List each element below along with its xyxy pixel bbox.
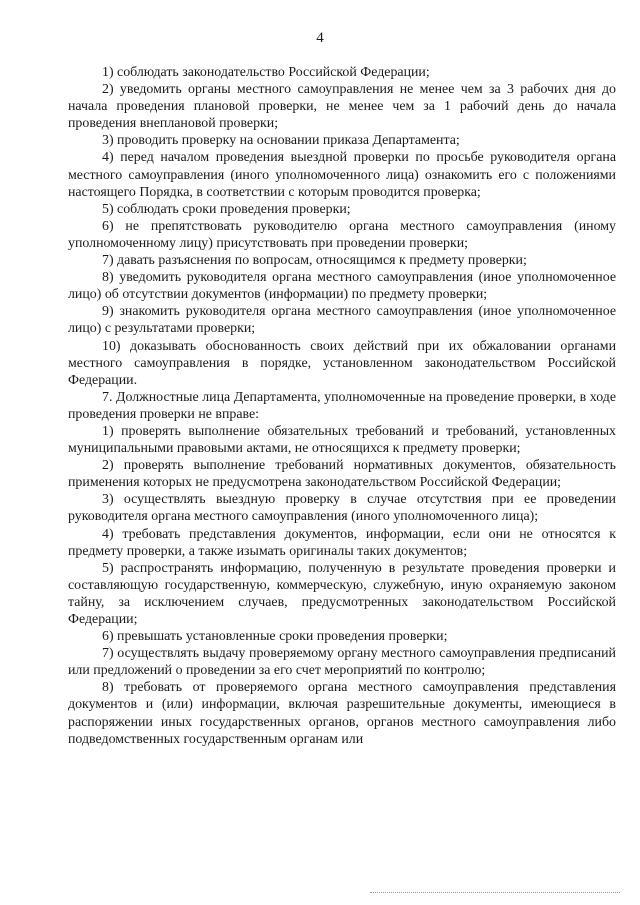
page-number: 4: [316, 30, 324, 46]
paragraph: 10) доказывать обоснованность своих действий при их обжаловании органами местного самоуправления в порядке, установленном законодательством Российской Федерации.: [68, 338, 616, 388]
paragraph: 1) соблюдать законодательство Российской Федерации;: [102, 65, 430, 80]
paragraph: 8) требовать от проверяемого органа местного самоуправления представления документов и (или) информации, включая разрешительные документы, имеющиеся в распоряжении иных государственных органов, органов местного самоуправления либо подведомственных государственным органам или: [68, 680, 616, 747]
paragraph: 4) перед началом проведения выездной проверки по просьбе руководителя органа местного самоуправления (иного уполномоченного лица) ознакомить его с положениями настоящего Порядка, в соответствии с которым проводится проверка;: [68, 150, 616, 200]
section-heading: 7. Должностные лица Департамента, уполномоченные на проведение проверки, в ходе проведения проверки не вправе:: [68, 389, 616, 422]
paragraph: 7) осуществлять выдачу проверяемому органу местного самоуправления предписаний или предложений о проведении за его счет мероприятий по контролю;: [68, 646, 616, 679]
paragraph: 5) соблюдать сроки проведения проверки;: [102, 201, 351, 217]
paragraph: 8) уведомить руководителя органа местного самоуправления (иное уполномоченное лицо) об отсутствии документов (информации) по предмету проверки;: [68, 270, 616, 303]
paragraph: 9) знакомить руководителя органа местного самоуправления (иное уполномоченное лицо) с результатами проверки;: [68, 304, 616, 337]
paragraph: 3) проводить проверку на основании приказа Департамента;: [102, 133, 460, 149]
paragraph: 6) не препятствовать руководителю органа местного самоуправления (иному уполномоченному лицу) присутствовать при проведении проверки;: [68, 218, 616, 251]
paragraph: 7) давать разъяснения по вопросам, относящимся к предмету проверки;: [102, 253, 527, 269]
paragraph: 2) проверять выполнение требований нормативных документов, обязательность применения которых не предусмотрена законодательством Российской Федерации;: [68, 458, 616, 491]
paragraph: 2) уведомить органы местного самоуправления не менее чем за 3 рабочих дня до начала проведения плановой проверки, не менее чем за 1 рабочий день до начала проведения внеплановой проверки;: [68, 82, 616, 132]
paragraph: 4) требовать представления документов, информации, если они не относятся к предмету проверки, а также изымать оригиналы таких документов;: [68, 526, 616, 559]
document-body: [68, 64, 616, 748]
paragraph: 3) осуществлять выездную проверку в случае отсутствия при ее проведении руководителя органа местного самоуправления (иного уполномоченного лица);: [68, 492, 616, 525]
paragraph: 6) превышать установленные сроки проведения проверки;: [102, 629, 448, 645]
paragraph: 5) распространять информацию, полученную в результате проведения проверки и составляющую государственную, коммерческую, служебную, иную охраняемую законом тайну, за исключением случаев, предусмотренных законодательством Российской Федерации;: [68, 560, 616, 627]
scan-artifact-line: [370, 892, 620, 893]
paragraph: 1) проверять выполнение обязательных требований и требований, установленных муниципальными правовыми актами, не относящихся к предмету проверки;: [68, 423, 616, 457]
